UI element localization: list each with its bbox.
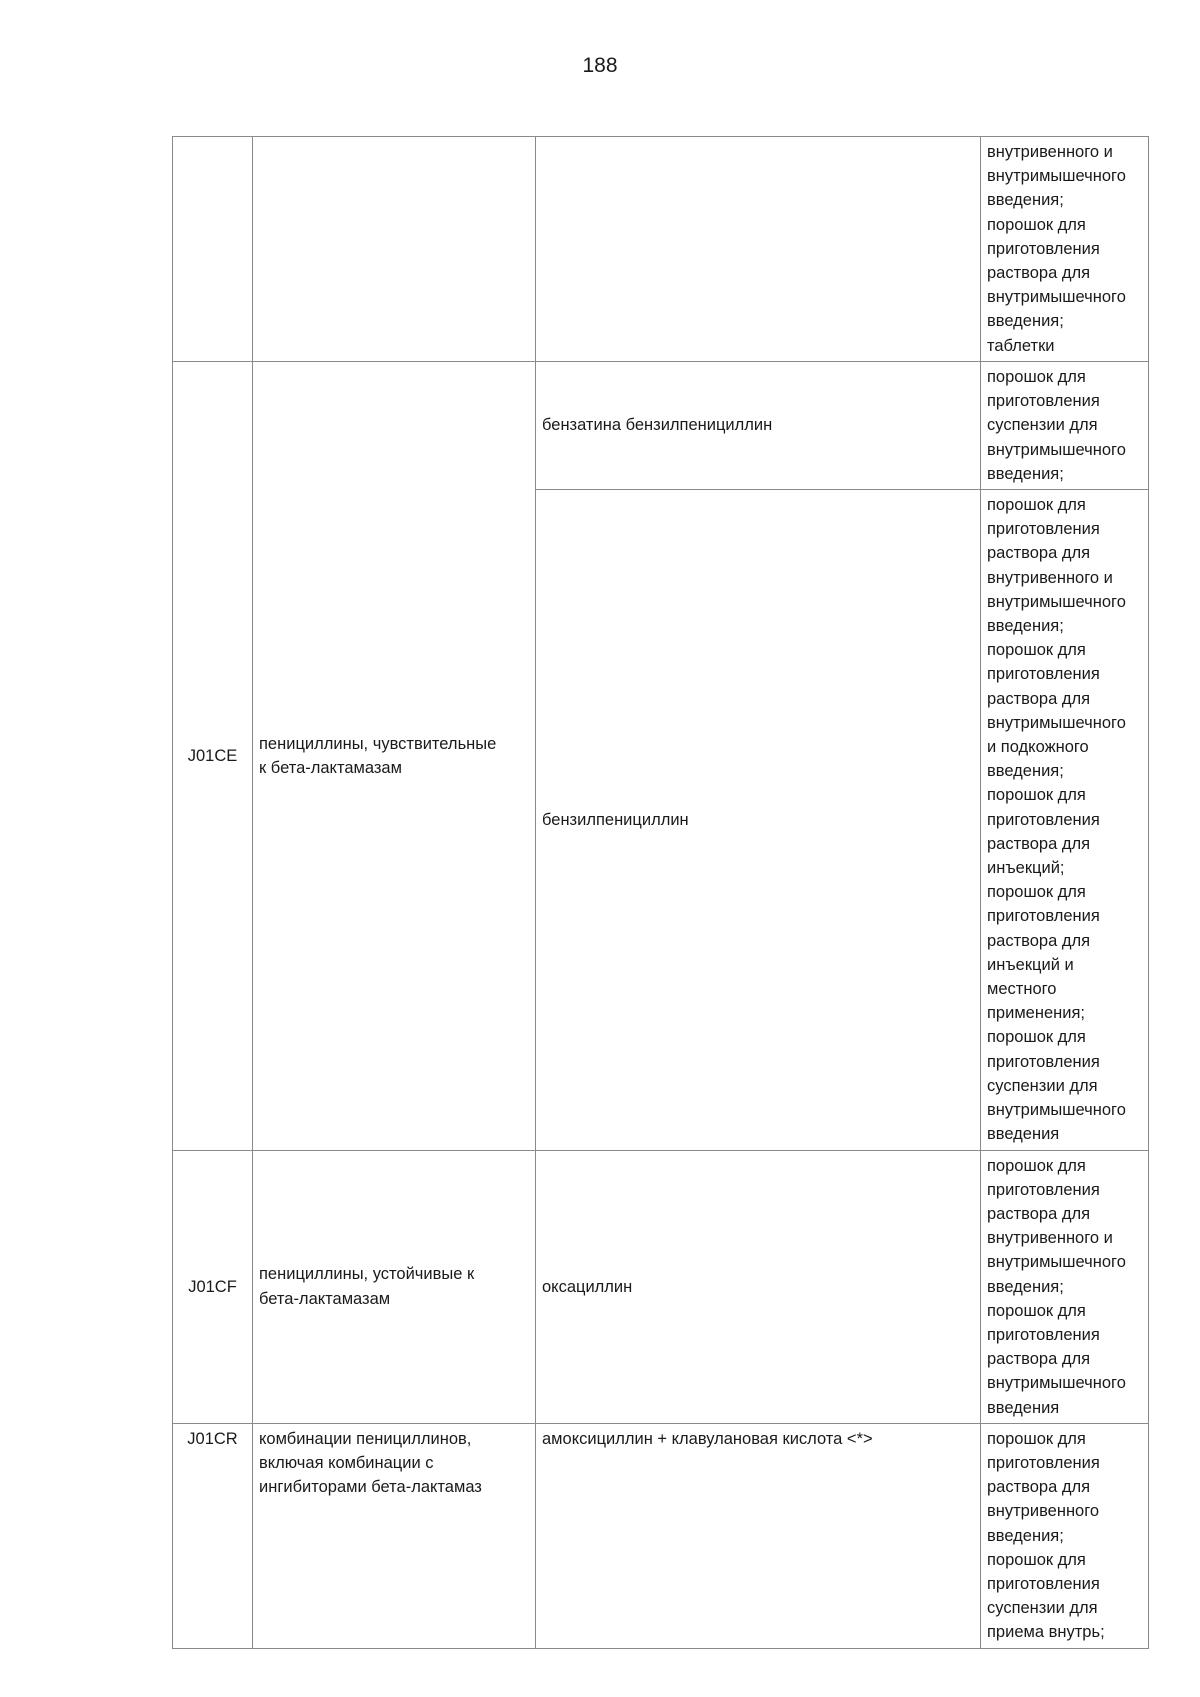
dosage-form-line: внутримышечного — [987, 1101, 1126, 1120]
table-row — [173, 137, 1149, 362]
drug-name-cell — [536, 137, 981, 362]
dosage-forms-cell — [981, 137, 1149, 362]
dosage-form-line: введения; — [987, 464, 1064, 483]
atc-code-cell — [173, 137, 253, 362]
dosage-form-line: внутримышечного — [987, 713, 1126, 732]
dosage-form-line: суспензии для — [987, 1599, 1098, 1618]
dosage-form-line: приготовления — [987, 239, 1100, 258]
dosage-form-line: введения; — [987, 617, 1064, 636]
dosage-form-line: раствора для — [987, 834, 1091, 853]
group-cell — [253, 137, 536, 362]
dosage-form-line: порошок для — [987, 368, 1086, 386]
drug-name-cell: бензатина бензилпенициллин — [536, 362, 981, 490]
group-cell — [253, 362, 536, 1151]
dosage-form-line: введения; — [987, 191, 1064, 210]
drug-name-cell: бензилпенициллин — [536, 490, 981, 1150]
dosage-form-line: приготовления — [987, 810, 1100, 829]
drug-name-cell: амоксициллин + клавулановая кислота <*> — [536, 1423, 981, 1648]
dosage-form-line: местного — [987, 980, 1057, 999]
table-row — [173, 1150, 1149, 1423]
dosage-forms-cell — [981, 362, 1149, 490]
dosage-form-line: порошок для — [987, 1429, 1086, 1448]
dosage-form-line: приготовления — [987, 1052, 1100, 1071]
group-line: к бета-лактамазам — [259, 758, 402, 777]
atc-code-cell: J01CE — [173, 362, 253, 1151]
dosage-form-line: порошок для — [987, 1028, 1086, 1047]
group-line: включая комбинации с — [259, 1453, 434, 1472]
dosage-form-line: порошок для — [987, 1550, 1086, 1569]
dosage-form-line: приготовления — [987, 520, 1100, 539]
dosage-form-line: введения; — [987, 312, 1064, 331]
dosage-form-line: порошок для — [987, 1301, 1086, 1320]
dosage-form-line: внутривенного и — [987, 1229, 1113, 1248]
dosage-form-line: приготовления — [987, 1453, 1100, 1472]
dosage-form-line: порошок для — [987, 883, 1086, 902]
group-line: пенициллины, устойчивые к — [259, 1265, 475, 1284]
dosage-form-line: внутримышечного — [987, 440, 1126, 459]
dosage-form-line: раствора для — [987, 689, 1091, 708]
dosage-form-line: введения — [987, 1398, 1060, 1417]
dosage-form-line: раствора для — [987, 1204, 1091, 1223]
dosage-form-line: и подкожного — [987, 738, 1089, 757]
dosage-form-line: применения; — [987, 1004, 1085, 1023]
dosage-form-line: внутримышечного — [987, 1253, 1126, 1272]
dosage-form-line: инъекций; — [987, 859, 1065, 878]
group-line: ингибиторами бета-лактамаз — [259, 1478, 482, 1497]
group-line: пенициллины, чувствительные — [259, 734, 497, 753]
dosage-form-line: введения — [987, 1125, 1060, 1144]
dosage-form-line: раствора для — [987, 1478, 1091, 1497]
dosage-form-line: порошок для — [987, 641, 1086, 660]
dosage-form-line: внутримышечного — [987, 592, 1126, 611]
dosage-form-line: приготовления — [987, 392, 1100, 411]
dosage-form-line: таблетки — [987, 336, 1055, 355]
group-line: комбинации пенициллинов, — [259, 1429, 472, 1448]
atc-code-cell: J01CR — [173, 1423, 253, 1648]
dosage-form-line: порошок для — [987, 215, 1086, 234]
group-line: бета-лактамазам — [259, 1289, 391, 1308]
dosage-forms-cell — [981, 1150, 1149, 1423]
atc-code-cell: J01CF — [173, 1150, 253, 1423]
dosage-form-line: раствора для — [987, 1350, 1091, 1369]
dosage-form-line: приема внутрь; — [987, 1623, 1105, 1642]
dosage-form-line: внутривенного и — [987, 143, 1113, 161]
dosage-form-line: инъекций и — [987, 955, 1074, 974]
page-number: 188 — [582, 54, 618, 77]
group-cell — [253, 1150, 536, 1423]
dosage-form-line: приготовления — [987, 907, 1100, 926]
dosage-form-line: введения; — [987, 1277, 1064, 1296]
dosage-form-line: введения; — [987, 1526, 1064, 1545]
drug-table — [172, 136, 1149, 1649]
dosage-form-line: раствора для — [987, 264, 1091, 283]
dosage-form-line: внутривенного и — [987, 568, 1113, 587]
dosage-form-line: внутримышечного — [987, 1374, 1126, 1393]
dosage-form-line: порошок для — [987, 786, 1086, 805]
dosage-form-line: порошок для — [987, 1156, 1086, 1175]
dosage-form-line: приготовления — [987, 1574, 1100, 1593]
dosage-form-line: суспензии для — [987, 416, 1098, 435]
dosage-form-line: раствора для — [987, 931, 1091, 950]
table-row — [173, 1423, 1149, 1648]
dosage-form-line: внутримышечного — [987, 288, 1126, 307]
dosage-forms-cell — [981, 490, 1149, 1150]
group-cell — [253, 1423, 536, 1648]
table-row — [173, 362, 1149, 490]
dosage-form-line: раствора для — [987, 544, 1091, 563]
dosage-form-line: приготовления — [987, 1325, 1100, 1344]
dosage-form-line: суспензии для — [987, 1076, 1098, 1095]
dosage-form-line: приготовления — [987, 665, 1100, 684]
dosage-form-line: внутримышечного — [987, 167, 1126, 186]
dosage-form-line: введения; — [987, 762, 1064, 781]
dosage-forms-cell — [981, 1423, 1149, 1648]
dosage-form-line: порошок для — [987, 496, 1086, 515]
dosage-form-line: приготовления — [987, 1180, 1100, 1199]
drug-name-cell: оксациллин — [536, 1150, 981, 1423]
dosage-form-line: внутривенного — [987, 1502, 1100, 1521]
